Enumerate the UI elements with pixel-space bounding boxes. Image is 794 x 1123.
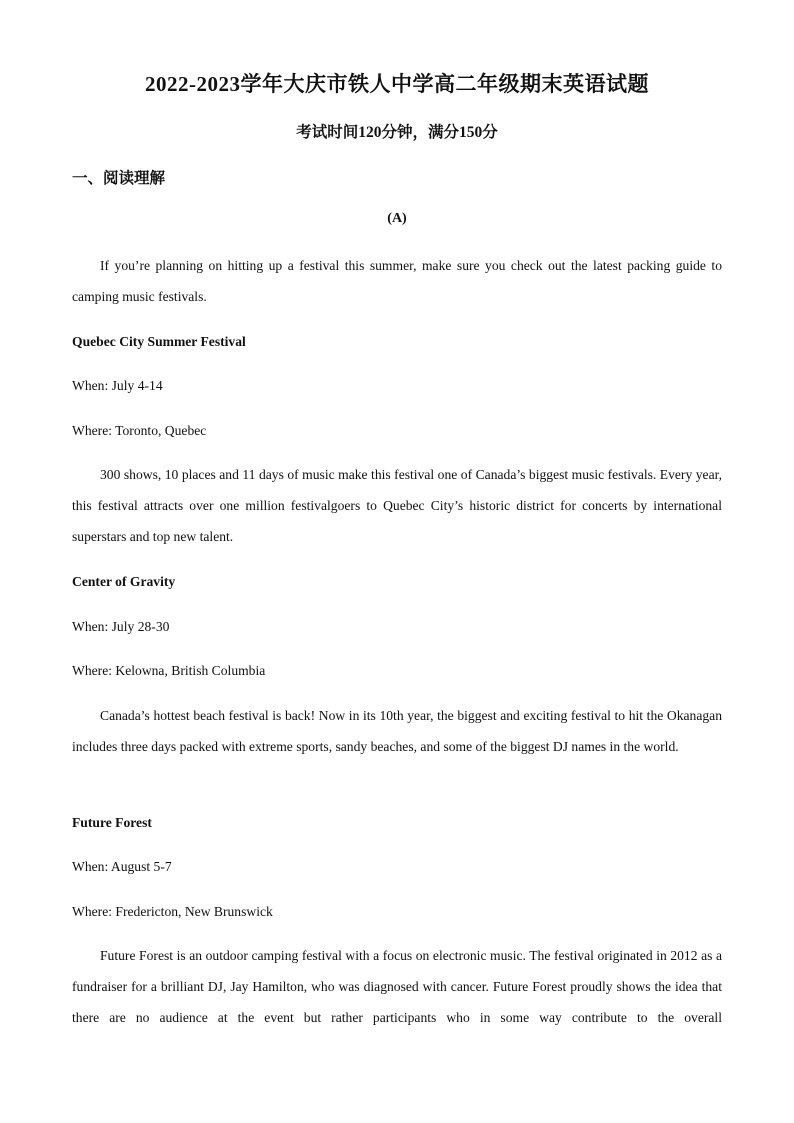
festival-where: Where: Toronto, Quebec — [72, 423, 207, 438]
festival-when: When: July 4-14 — [72, 378, 163, 393]
exam-title: 2022-2023学年大庆市铁人中学高二年级期末英语试题 — [145, 72, 649, 96]
festival-name: Center of Gravity — [72, 574, 176, 589]
festival-when: When: July 28-30 — [72, 619, 170, 634]
exam-subtitle: 考试时间120分钟，满分150分 — [296, 124, 498, 141]
intro-paragraph: If you’re planning on hitting up a festival this summer, make sure you check out the latest packing guide to camping music festivals. — [72, 258, 722, 304]
festival-description: 300 shows, 10 places and 11 days of music make this festival one of Canada’s biggest music festivals. Every year, this festival attracts over one million festivalgoers to Quebec City’s historic district for concerts by international superstars and top new talent. — [72, 467, 722, 544]
festival-name: Quebec City Summer Festival — [72, 334, 246, 349]
festival-description: Future Forest is an outdoor camping festival with a focus on electronic music. The festival originated in 2012 as a fundraiser for a brilliant DJ, Jay Hamilton, who was diagnosed with cancer. Future Forest proudly shows the idea that there are no audience at the event but rather participants who in some way contribute to the overall — [72, 948, 722, 1025]
festival-when: When: August 5-7 — [72, 859, 172, 874]
festival-where: Where: Kelowna, British Columbia — [72, 663, 266, 678]
passage-label: (A) — [387, 211, 407, 226]
festival-name: Future Forest — [72, 815, 152, 830]
festival-description: Canada’s hottest beach festival is back! Now in its 10th year, the biggest and exciting festival to hit the Okanagan includes three days packed with extreme sports, sandy beaches, and some of the biggest DJ names in the world. — [72, 708, 722, 754]
section-heading: 一、阅读理解 — [72, 170, 166, 187]
festival-where: Where: Fredericton, New Brunswick — [72, 904, 273, 919]
